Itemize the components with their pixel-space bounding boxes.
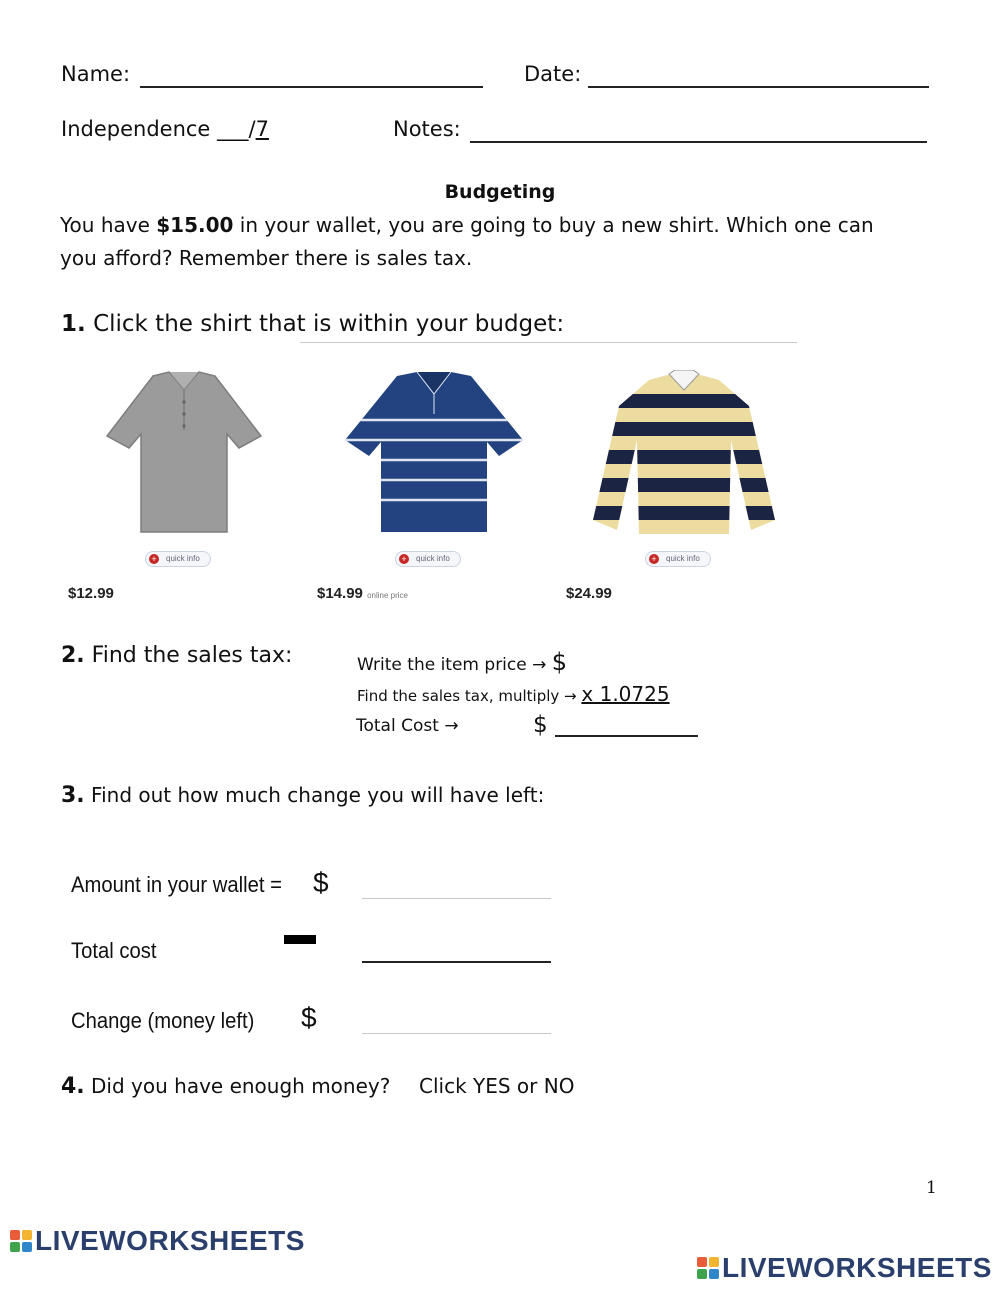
intro-pre: You have (60, 213, 157, 237)
q4-prompt (61, 1074, 390, 1099)
date-blank[interactable] (588, 86, 929, 88)
page-number: 1 (926, 1178, 937, 1198)
quick-info-label-1: quick info (166, 554, 200, 563)
q1-divider (300, 342, 797, 343)
q3-text: Find out how much change you will have left: (91, 783, 545, 807)
liveworksheets-logo-right (697, 1252, 992, 1284)
change-dollar: $ (301, 1002, 317, 1033)
q4-number: 4. (61, 1074, 85, 1099)
rugby-striped-shirt[interactable] (589, 370, 779, 536)
intro-line-1 (60, 213, 874, 237)
logo-cubes-icon (10, 1230, 32, 1252)
q2-row3-text: Total Cost (356, 716, 439, 736)
price-shirt-2 (317, 585, 408, 602)
q2-row-tax (357, 682, 670, 706)
name-label: Name: (61, 62, 131, 86)
plus-circle-icon: + (399, 554, 409, 564)
quick-info-button-3[interactable] (645, 551, 711, 567)
quick-info-button-2[interactable] (395, 551, 461, 567)
quick-info-label-3: quick info (666, 554, 700, 563)
notes-blank[interactable] (470, 141, 927, 143)
price-shirt-2-value: $14.99 (317, 585, 363, 602)
logo-text-right: LIVEWORKSHEETS (722, 1252, 992, 1283)
q2-row2-text: Find the sales tax, multiply (357, 687, 560, 705)
logo-text-left: LIVEWORKSHEETS (35, 1225, 305, 1256)
change-blank[interactable] (362, 1033, 551, 1034)
q1-text: Click the shirt that is within your budget: (93, 311, 565, 337)
wallet-label: Amount in your wallet = (71, 872, 282, 897)
quick-info-button-1[interactable] (145, 551, 211, 567)
intro-post: in your wallet, you are going to buy a new shirt. Which one can (233, 213, 874, 237)
wallet-amount: $15.00 (156, 213, 234, 237)
total-cost-dollar: $ (533, 712, 548, 738)
plus-circle-icon: + (649, 554, 659, 564)
q2-prompt (61, 643, 292, 668)
tax-multiplier: x 1.0725 (581, 682, 670, 706)
independence-total: 7 (255, 117, 269, 141)
name-blank[interactable] (140, 86, 483, 88)
total-cost-label: Total cost (71, 938, 157, 963)
date-label: Date: (524, 62, 582, 86)
logo-cubes-icon (697, 1257, 719, 1279)
arrow-right-icon: → (532, 655, 547, 675)
q2-row1-dollar: $ (551, 648, 568, 676)
q1-prompt (61, 311, 564, 337)
liveworksheets-logo-left (10, 1225, 305, 1257)
worksheet-title: Budgeting (444, 181, 556, 203)
gray-polo-shirt[interactable] (103, 368, 265, 536)
independence-text: Independence ___/ (61, 117, 256, 141)
total-cost-answer-blank[interactable] (362, 961, 551, 963)
q3-prompt (61, 783, 544, 808)
q4-text: Did you have enough money? (91, 1074, 391, 1098)
price-shirt-1: $12.99 (68, 585, 114, 602)
wallet-dollar: $ (313, 867, 329, 898)
q2-row-total (356, 716, 459, 736)
independence-label (61, 117, 269, 141)
q2-number: 2. (61, 643, 85, 668)
q2-row-price (357, 648, 567, 676)
total-cost-blank[interactable] (555, 735, 698, 737)
price-shirt-3: $24.99 (566, 585, 612, 602)
notes-label: Notes: (393, 117, 461, 141)
yes-no-instruction[interactable]: Click YES or NO (419, 1074, 575, 1098)
navy-striped-polo-shirt[interactable] (341, 370, 527, 534)
online-price-note: online price (367, 591, 408, 600)
plus-circle-icon: + (149, 554, 159, 564)
change-label: Change (money left) (71, 1008, 255, 1033)
q2-text: Find the sales tax: (91, 643, 293, 668)
q1-number: 1. (61, 311, 86, 337)
minus-sign-icon (284, 935, 316, 944)
intro-line-2: you afford? Remember there is sales tax. (60, 246, 473, 270)
arrow-right-icon: → (564, 687, 577, 705)
q3-number: 3. (61, 783, 85, 808)
q2-row1-text: Write the item price (357, 655, 527, 675)
arrow-right-icon: → (444, 716, 459, 736)
quick-info-label-2: quick info (416, 554, 450, 563)
wallet-blank[interactable] (362, 898, 551, 899)
